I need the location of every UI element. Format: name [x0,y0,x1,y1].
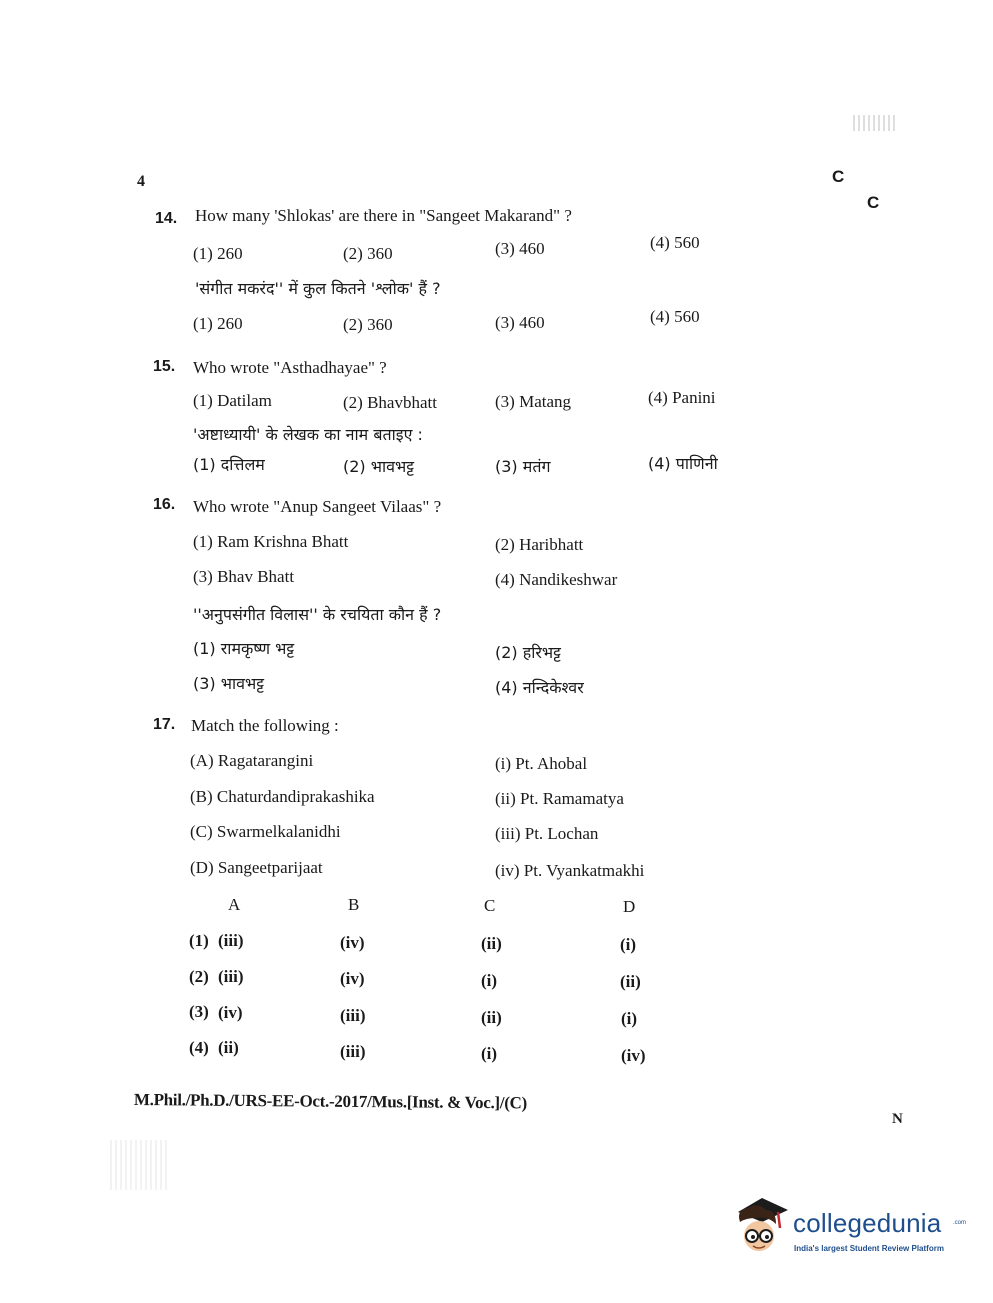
option: (2) Haribhatt [495,535,584,554]
option: (3) Matang [495,392,572,411]
match-right-item: (iii) Pt. Lochan [495,824,599,843]
logo-wordmark: collegedunia [793,1208,942,1238]
answer-column-header: C [484,896,496,915]
option: (3) Bhav Bhatt [193,567,295,586]
option-hindi: (3) 460 [495,313,545,332]
answer-cell: (i) [481,1044,498,1063]
option: (1) 260 [193,244,243,263]
option-hindi: (4) 560 [650,307,700,326]
answer-cell: (iv) [340,933,365,952]
option-hindi: (1) 260 [193,314,243,333]
match-left-item: (A) Ragatarangini [190,751,314,770]
option-hindi: (2) 360 [343,315,393,334]
answer-cell: (ii) [481,934,502,953]
answer-column-header: B [348,895,360,914]
question-text-hindi: ''अनुपसंगीत विलास'' के रचयिता कौन हैं ? [193,605,442,624]
match-right-item: (iv) Pt. Vyankatmakhi [495,861,645,880]
paper-code-footer: M.Phil./Ph.D./URS-EE-Oct.-2017/Mus.[Inst. & Voc.]/(C) [133,1090,528,1113]
scan-smudge [110,1140,170,1190]
option-hindi: (3) भावभट्ट [193,674,265,693]
option-hindi: (4) नन्दिकेश्वर [495,678,584,697]
answer-cell: (iv) [340,969,365,988]
option-hindi: (1) दत्तिलम [193,455,265,474]
answer-cell: (i) [621,1009,638,1028]
answer-cell: (i) [620,935,637,954]
page-number: 4 [137,173,145,190]
option-hindi: (4) पाणिनी [648,454,718,473]
answer-cell: (iii) [340,1006,366,1025]
question-text: Who wrote "Anup Sangeet Vilaas" ? [193,497,442,516]
question-number: 17. [153,716,176,733]
answer-cell: (i) [481,971,498,990]
answer-cell: (iv) [218,1003,243,1022]
answer-cell: (iii) [218,967,244,986]
scan-smudge [853,115,898,131]
option: (2) Bhavbhatt [343,393,437,412]
question-number: 14. [155,210,178,227]
answer-cell: (ii) [218,1038,239,1057]
answer-column-header: D [623,897,636,916]
question-text: Match the following : [191,716,339,735]
student-mascot-icon [732,1196,790,1262]
option-hindi: (2) हरिभट्ट [495,643,562,662]
answer-option-number: (4) [189,1038,209,1057]
answer-option-number: (1) [189,931,209,950]
question-number: 16. [153,496,176,513]
option: (4) Nandikeshwar [495,570,618,589]
option: (1) Ram Krishna Bhatt [193,532,349,551]
answer-cell: (ii) [481,1008,502,1027]
corner-mark: C [867,193,880,212]
match-left-item: (C) Swarmelkalanidhi [190,822,341,841]
match-right-item: (ii) Pt. Ramamatya [495,789,624,808]
option: (4) Panini [648,388,716,407]
collegedunia-logo[interactable] [732,1196,967,1264]
match-left-item: (B) Chaturdandiprakashika [190,787,375,806]
answer-cell: (iii) [218,931,244,950]
option: (3) 460 [495,239,545,258]
option-hindi: (3) मतंग [495,457,551,476]
answer-cell: (ii) [620,972,641,991]
match-right-item: (i) Pt. Ahobal [495,754,588,773]
question-text: Who wrote "Asthadhayae" ? [193,358,387,377]
option-hindi: (1) रामकृष्ण भट्ट [193,639,295,658]
option: (4) 560 [650,233,700,252]
corner-mark: C [832,167,845,186]
option: (2) 360 [343,244,393,263]
logo-tagline: India's largest Student Review Platform [794,1244,944,1253]
question-text-hindi: 'संगीत मकरंद'' में कुल कितने 'श्लोक' हैं ? [195,279,441,298]
logo-suffix: .com [953,1220,967,1226]
question-number: 15. [153,358,176,375]
answer-option-number: (3) [189,1002,209,1021]
option: (1) Datilam [193,391,272,410]
answer-cell: (iii) [340,1042,366,1061]
question-text: How many 'Shlokas' are there in "Sangeet Makarand" ? [195,206,572,225]
match-left-item: (D) Sangeetparijaat [190,858,323,877]
option-hindi: (2) भावभट्ट [343,457,415,476]
question-text-hindi: 'अष्टाध्यायी' के लेखक का नाम बताइए : [193,425,423,444]
answer-cell: (iv) [621,1046,646,1065]
answer-option-number: (2) [189,967,209,986]
page-mark: N [892,1111,903,1127]
answer-column-header: A [228,895,241,914]
